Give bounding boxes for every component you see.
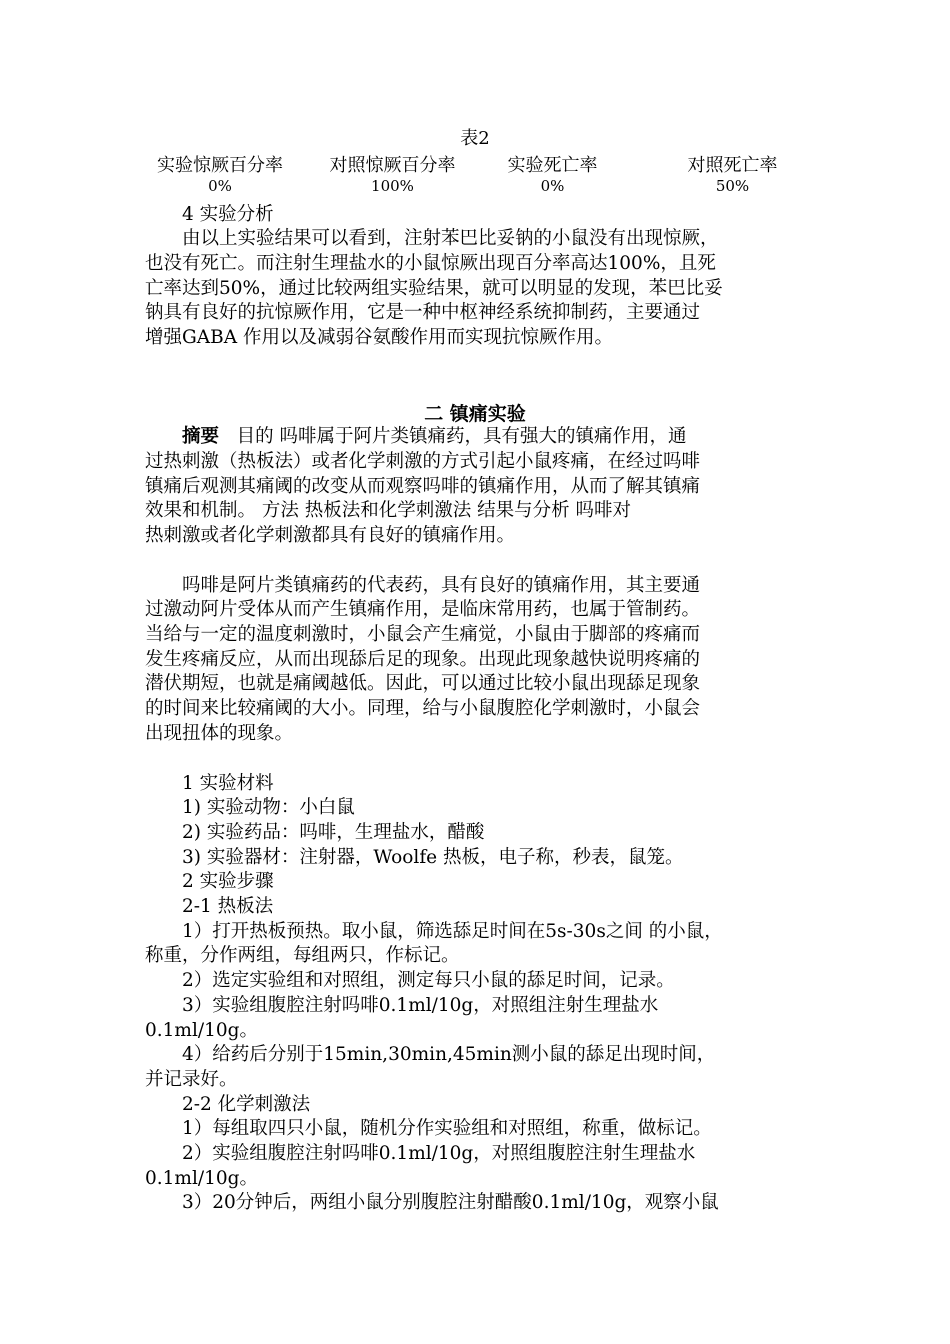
table-cell: 0% [540, 177, 565, 195]
subsection-title: 2-2 化学刺激法 [182, 1094, 311, 1115]
table-header-row [145, 151, 805, 177]
paragraph-line: 由以上实验结果可以看到，注射苯巴比妥钠的小鼠没有出现惊厥， [182, 228, 719, 249]
paragraph-line: 热刺激或者化学刺激都具有良好的镇痛作用。 [145, 525, 516, 546]
paragraph-line: 的时间来比较痛阈的大小。同理，给与小鼠腹腔化学刺激时，小鼠会 [145, 698, 701, 719]
list-item: 1) 实验动物：小白鼠 [182, 797, 355, 818]
step-line: 2）实验组腹腔注射吗啡0.1ml/10g，对照组腹腔注射生理盐水 [182, 1143, 696, 1164]
subsection-title: 1 实验材料 [182, 773, 274, 794]
paragraph-line: 镇痛后观测其痛阈的改变从而观察吗啡的镇痛作用，从而了解其镇痛 [145, 476, 701, 497]
paragraph-line: 也没有死亡。而注射生理盐水的小鼠惊厥出现百分率高达100%，且死 [145, 253, 716, 274]
step-line: 3）实验组腹腔注射吗啡0.1ml/10g，对照组注射生理盐水 [182, 995, 659, 1016]
list-item: 2) 实验药品：吗啡，生理盐水，醋酸 [182, 822, 485, 843]
table-row [145, 177, 805, 203]
paragraph-line: 过热刺激（热板法）或者化学刺激的方式引起小鼠疼痛，在经过吗啡 [145, 451, 701, 472]
paragraph-line: 潜伏期短，也就是痛阈越低。因此，可以通过比较小鼠出现舔足现象 [145, 673, 701, 694]
table-header-cell: 实验死亡率 [507, 155, 598, 176]
step-line: 1）打开热板预热。取小鼠，筛选舔足时间在5s-30s之间 的小鼠， [182, 921, 723, 942]
step-line: 并记录好。 [145, 1069, 238, 1090]
abstract-first-line [182, 424, 687, 449]
step-line: 称重，分作两组，每组两只，作标记。 [145, 945, 460, 966]
table-header-cell: 对照死亡率 [687, 155, 778, 176]
paragraph-line: 效果和机制。 方法 热板法和化学刺激法 结果与分析 吗啡对 [145, 500, 632, 521]
list-item: 3) 实验器材：注射器，Woolfe 热板，电子称，秒表，鼠笼。 [182, 847, 684, 868]
table-header-cell: 对照惊厥百分率 [329, 155, 456, 176]
table-2 [145, 151, 805, 203]
paragraph-line: 当给与一定的温度刺激时，小鼠会产生痛觉，小鼠由于脚部的疼痛而 [145, 624, 701, 645]
paragraph-line: 钠具有良好的抗惊厥作用，它是一种中枢神经系统抑制药，主要通过 [145, 302, 701, 323]
table-cell: 50% [715, 177, 750, 195]
paragraph-line: 亡率达到50%，通过比较两组实验结果，就可以明显的发现，苯巴比妥 [145, 278, 723, 299]
step-line: 1）每组取四只小鼠，随机分作实验组和对照组，称重，做标记。 [182, 1118, 712, 1139]
paragraph-line: 增强GABA 作用以及减弱谷氨酸作用而实现抗惊厥作用。 [145, 327, 613, 348]
table-caption: 表2 [460, 128, 490, 149]
section-title: 4 实验分析 [182, 204, 274, 225]
abstract-text: 目的 吗啡属于阿片类镇痛药，具有强大的镇痛作用，通 [236, 426, 687, 447]
step-line: 3）20分钟后，两组小鼠分别腹腔注射醋酸0.1ml/10g，观察小鼠 [182, 1192, 719, 1213]
step-line: 0.1ml/10g。 [145, 1168, 258, 1189]
paragraph-line: 发生疼痛反应，从而出现舔后足的现象。出现此现象越快说明疼痛的 [145, 649, 701, 670]
step-line: 4）给药后分别于15min,30min,45min测小鼠的舔足出现时间， [182, 1044, 716, 1065]
subsection-title: 2-1 热板法 [182, 896, 274, 917]
table-cell: 0% [208, 177, 232, 195]
step-line: 0.1ml/10g。 [145, 1020, 258, 1041]
table-header-cell: 实验惊厥百分率 [157, 155, 283, 176]
table-cell: 100% [371, 177, 414, 195]
section-heading: 二 镇痛实验 [424, 403, 526, 425]
paragraph-line: 吗啡是阿片类镇痛药的代表药，具有良好的镇痛作用，其主要通 [182, 575, 701, 596]
paragraph-line: 出现扭体的现象。 [145, 723, 294, 744]
step-line: 2）选定实验组和对照组，测定每只小鼠的舔足时间，记录。 [182, 970, 675, 991]
subsection-title: 2 实验步骤 [182, 871, 274, 892]
paragraph-line: 过激动阿片受体从而产生镇痛作用，是临床常用药，也属于管制药。 [145, 599, 701, 620]
abstract-label: 摘要 [182, 426, 220, 447]
